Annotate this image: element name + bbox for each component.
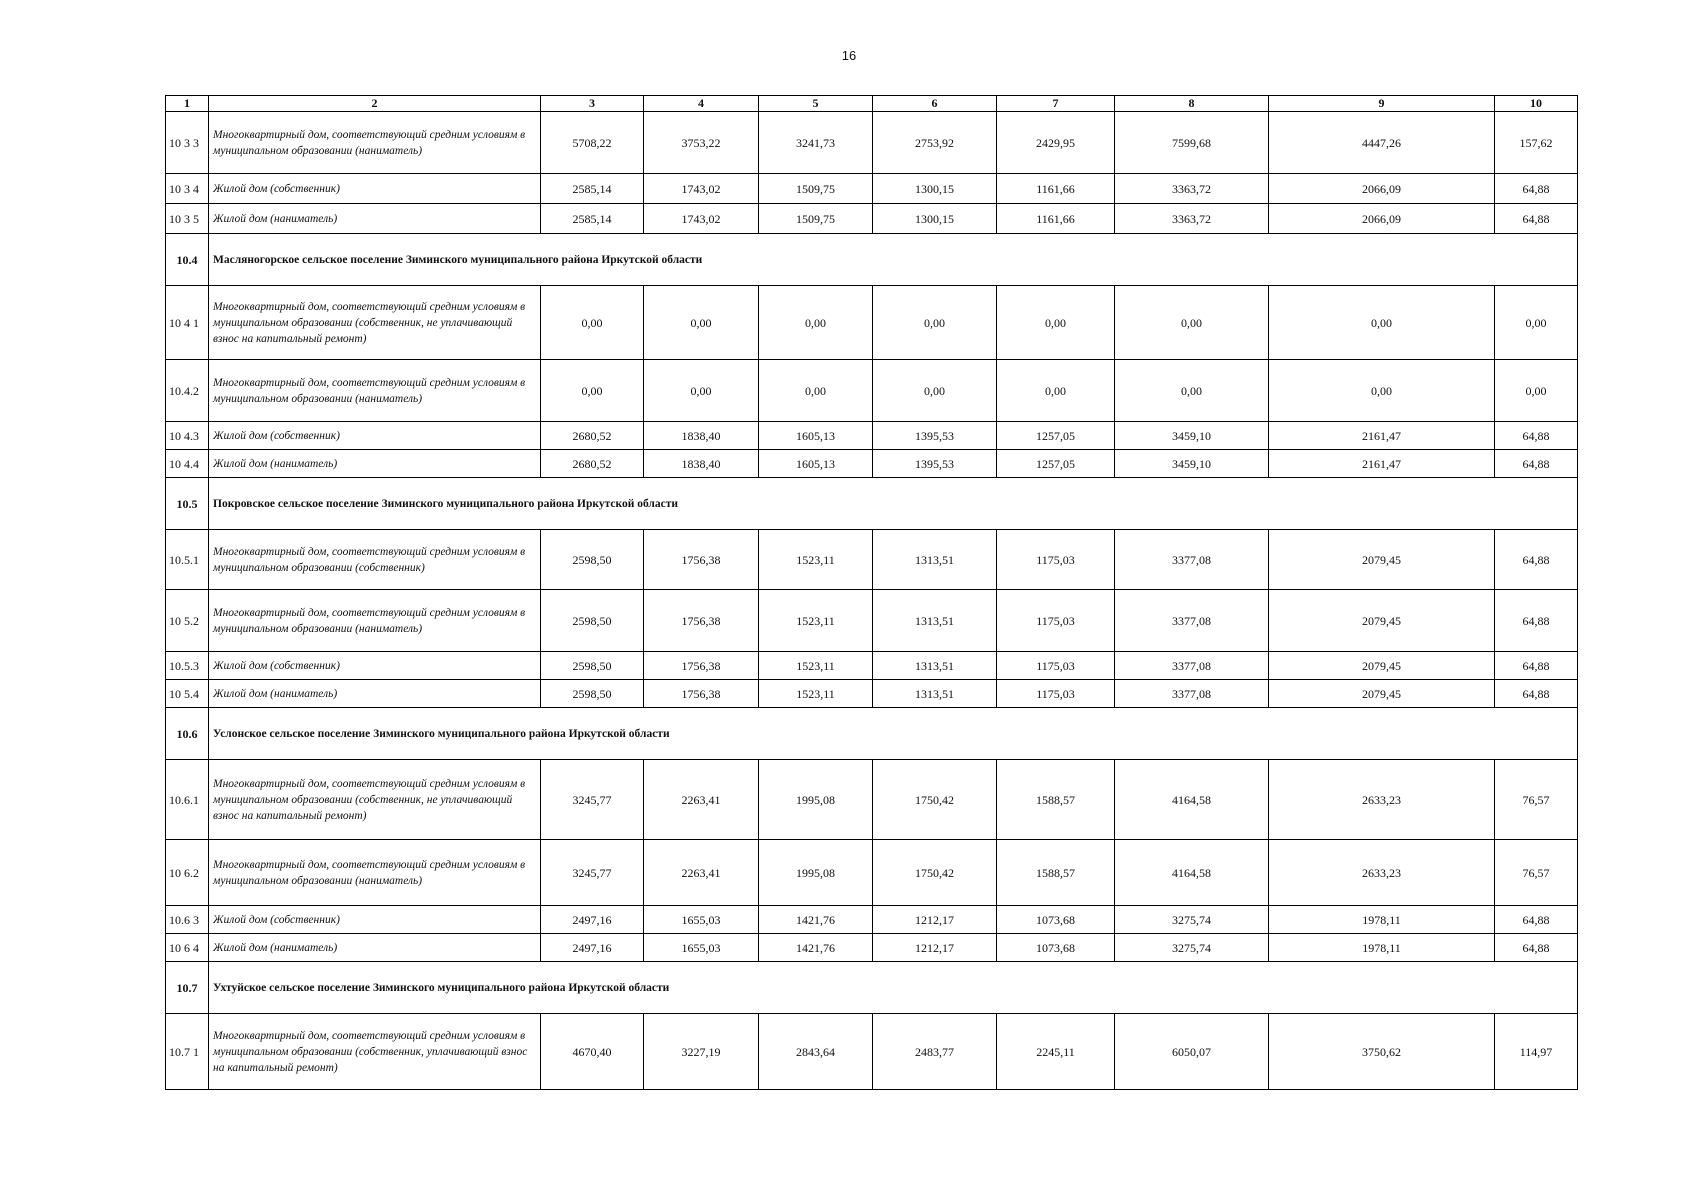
value-cell: 1313,51 (873, 590, 997, 652)
value-cell: 76,57 (1495, 840, 1578, 906)
value-cell: 0,00 (873, 286, 997, 360)
value-cell: 1395,53 (873, 422, 997, 450)
table-row (166, 1014, 1578, 1090)
value-cell: 3459,10 (1115, 450, 1269, 478)
value-cell: 3377,08 (1115, 590, 1269, 652)
value-cell: 1756,38 (644, 680, 759, 708)
value-cell: 3377,08 (1115, 652, 1269, 680)
value-cell: 3275,74 (1115, 934, 1269, 962)
value-cell: 1313,51 (873, 530, 997, 590)
value-cell: 2483,77 (873, 1014, 997, 1090)
value-cell: 1838,40 (644, 422, 759, 450)
table-row (166, 680, 1578, 708)
value-cell: 3245,77 (541, 840, 644, 906)
value-cell: 1073,68 (997, 934, 1115, 962)
value-cell: 2753,92 (873, 112, 997, 174)
value-cell: 64,88 (1495, 174, 1578, 204)
value-cell: 1175,03 (997, 652, 1115, 680)
value-cell: 0,00 (1495, 360, 1578, 422)
section-name: Ухтуйское сельское поселение Зиминского муниципального района Иркутской области (209, 962, 1578, 1014)
value-cell: 1300,15 (873, 174, 997, 204)
value-cell: 1523,11 (759, 530, 873, 590)
table-row (166, 934, 1578, 962)
row-number: 10.5.3 (166, 652, 209, 680)
value-cell: 2161,47 (1269, 450, 1495, 478)
value-cell: 1523,11 (759, 590, 873, 652)
value-cell: 2680,52 (541, 450, 644, 478)
value-cell: 0,00 (1269, 286, 1495, 360)
value-cell: 2161,47 (1269, 422, 1495, 450)
row-description: Многоквартирный дом, соответствующий средним условиям в муниципальном образовании (собственник, не уплачивающий взнос на капитальный ремонт) (209, 760, 541, 840)
value-cell: 1313,51 (873, 680, 997, 708)
column-header: 10 (1495, 96, 1578, 112)
section-row (166, 708, 1578, 760)
value-cell: 2497,16 (541, 934, 644, 962)
row-number: 10 4 1 (166, 286, 209, 360)
value-cell: 2429,95 (997, 112, 1115, 174)
value-cell: 1161,66 (997, 204, 1115, 234)
value-cell: 76,57 (1495, 760, 1578, 840)
value-cell: 4164,58 (1115, 760, 1269, 840)
table-body (166, 112, 1578, 1090)
row-number: 10 3 4 (166, 174, 209, 204)
table-row (166, 360, 1578, 422)
value-cell: 1161,66 (997, 174, 1115, 204)
value-cell: 5708,22 (541, 112, 644, 174)
value-cell: 114,97 (1495, 1014, 1578, 1090)
section-name: Покровское сельское поселение Зиминского муниципального района Иркутской области (209, 478, 1578, 530)
value-cell: 7599,68 (1115, 112, 1269, 174)
value-cell: 2585,14 (541, 204, 644, 234)
section-number: 10.7 (166, 962, 209, 1014)
value-cell: 2598,50 (541, 590, 644, 652)
value-cell: 1212,17 (873, 906, 997, 934)
value-cell: 0,00 (759, 360, 873, 422)
row-description: Многоквартирный дом, соответствующий средним условиям в муниципальном образовании (собственник, не уплачивающий взнос на капитальный ремонт) (209, 286, 541, 360)
value-cell: 2066,09 (1269, 204, 1495, 234)
table-row (166, 286, 1578, 360)
value-cell: 1750,42 (873, 840, 997, 906)
row-number: 10 3 3 (166, 112, 209, 174)
table-row (166, 174, 1578, 204)
row-description: Многоквартирный дом, соответствующий средним условиям в муниципальном образовании (наниматель) (209, 590, 541, 652)
value-cell: 1743,02 (644, 204, 759, 234)
value-cell: 1257,05 (997, 450, 1115, 478)
value-cell: 1750,42 (873, 760, 997, 840)
value-cell: 1605,13 (759, 450, 873, 478)
value-cell: 0,00 (997, 286, 1115, 360)
value-cell: 3750,62 (1269, 1014, 1495, 1090)
page-number: 16 (841, 48, 857, 63)
value-cell: 64,88 (1495, 590, 1578, 652)
value-cell: 1175,03 (997, 530, 1115, 590)
table-row (166, 760, 1578, 840)
value-cell: 2680,52 (541, 422, 644, 450)
column-header: 9 (1269, 96, 1495, 112)
value-cell: 0,00 (997, 360, 1115, 422)
table-row (166, 906, 1578, 934)
tariff-table (165, 95, 1578, 1090)
value-cell: 1995,08 (759, 840, 873, 906)
value-cell: 1995,08 (759, 760, 873, 840)
value-cell: 1395,53 (873, 450, 997, 478)
value-cell: 0,00 (1495, 286, 1578, 360)
row-description: Многоквартирный дом, соответствующий средним условиям в муниципальном образовании (наниматель) (209, 840, 541, 906)
value-cell: 1421,76 (759, 906, 873, 934)
value-cell: 1655,03 (644, 934, 759, 962)
row-description: Жилой дом (собственник) (209, 422, 541, 450)
value-cell: 0,00 (759, 286, 873, 360)
row-description: Многоквартирный дом, соответствующий средним условиям в муниципальном образовании (наниматель) (209, 112, 541, 174)
table-row (166, 590, 1578, 652)
value-cell: 2633,23 (1269, 840, 1495, 906)
value-cell: 2263,41 (644, 840, 759, 906)
row-number: 10 6 4 (166, 934, 209, 962)
value-cell: 1588,57 (997, 760, 1115, 840)
value-cell: 3459,10 (1115, 422, 1269, 450)
value-cell: 1838,40 (644, 450, 759, 478)
table-row (166, 840, 1578, 906)
section-number: 10.6 (166, 708, 209, 760)
value-cell: 2585,14 (541, 174, 644, 204)
value-cell: 0,00 (644, 360, 759, 422)
value-cell: 157,62 (1495, 112, 1578, 174)
value-cell: 3275,74 (1115, 906, 1269, 934)
value-cell: 3227,19 (644, 1014, 759, 1090)
value-cell: 3753,22 (644, 112, 759, 174)
value-cell: 1257,05 (997, 422, 1115, 450)
value-cell: 3363,72 (1115, 204, 1269, 234)
value-cell: 2079,45 (1269, 530, 1495, 590)
value-cell: 0,00 (644, 286, 759, 360)
value-cell: 1523,11 (759, 680, 873, 708)
value-cell: 2598,50 (541, 530, 644, 590)
value-cell: 0,00 (1269, 360, 1495, 422)
row-description: Жилой дом (собственник) (209, 652, 541, 680)
column-header: 4 (644, 96, 759, 112)
section-number: 10.5 (166, 478, 209, 530)
value-cell: 4447,26 (1269, 112, 1495, 174)
row-description: Многоквартирный дом, соответствующий средним условиям в муниципальном образовании (собственник, уплачивающий взнос на капитальный ремонт) (209, 1014, 541, 1090)
value-cell: 3377,08 (1115, 530, 1269, 590)
value-cell: 4164,58 (1115, 840, 1269, 906)
value-cell: 2843,64 (759, 1014, 873, 1090)
row-description: Многоквартирный дом, соответствующий средним условиям в муниципальном образовании (наниматель) (209, 360, 541, 422)
row-number: 10.6.1 (166, 760, 209, 840)
value-cell: 1300,15 (873, 204, 997, 234)
section-row (166, 234, 1578, 286)
value-cell: 2633,23 (1269, 760, 1495, 840)
value-cell: 64,88 (1495, 934, 1578, 962)
row-number: 10.5.1 (166, 530, 209, 590)
row-description: Жилой дом (наниматель) (209, 204, 541, 234)
value-cell: 3241,73 (759, 112, 873, 174)
header-row (166, 96, 1578, 112)
value-cell: 0,00 (541, 286, 644, 360)
column-header: 5 (759, 96, 873, 112)
value-cell: 2066,09 (1269, 174, 1495, 204)
value-cell: 3363,72 (1115, 174, 1269, 204)
value-cell: 1212,17 (873, 934, 997, 962)
value-cell: 2598,50 (541, 652, 644, 680)
row-number: 10 5.4 (166, 680, 209, 708)
value-cell: 0,00 (1115, 286, 1269, 360)
column-header: 3 (541, 96, 644, 112)
row-description: Многоквартирный дом, соответствующий средним условиям в муниципальном образовании (собственник) (209, 530, 541, 590)
section-row (166, 962, 1578, 1014)
row-number: 10.7 1 (166, 1014, 209, 1090)
value-cell: 2245,11 (997, 1014, 1115, 1090)
value-cell: 64,88 (1495, 906, 1578, 934)
table-row (166, 530, 1578, 590)
value-cell: 1313,51 (873, 652, 997, 680)
value-cell: 1588,57 (997, 840, 1115, 906)
row-description: Жилой дом (наниматель) (209, 680, 541, 708)
row-number: 10 3 5 (166, 204, 209, 234)
value-cell: 1756,38 (644, 590, 759, 652)
row-description: Жилой дом (собственник) (209, 174, 541, 204)
value-cell: 1756,38 (644, 530, 759, 590)
value-cell: 1743,02 (644, 174, 759, 204)
value-cell: 1523,11 (759, 652, 873, 680)
value-cell: 1655,03 (644, 906, 759, 934)
value-cell: 1509,75 (759, 174, 873, 204)
value-cell: 0,00 (873, 360, 997, 422)
value-cell: 1509,75 (759, 204, 873, 234)
value-cell: 1978,11 (1269, 906, 1495, 934)
value-cell: 3245,77 (541, 760, 644, 840)
table-row (166, 422, 1578, 450)
column-header: 6 (873, 96, 997, 112)
column-header: 2 (209, 96, 541, 112)
section-name: Услонское сельское поселение Зиминского муниципального района Иркутской области (209, 708, 1578, 760)
value-cell: 2598,50 (541, 680, 644, 708)
column-header: 1 (166, 96, 209, 112)
value-cell: 64,88 (1495, 530, 1578, 590)
value-cell: 2079,45 (1269, 652, 1495, 680)
row-number: 10.6 3 (166, 906, 209, 934)
value-cell: 2497,16 (541, 906, 644, 934)
value-cell: 0,00 (1115, 360, 1269, 422)
table-row (166, 450, 1578, 478)
value-cell: 2263,41 (644, 760, 759, 840)
section-name: Масляногорское сельское поселение Зиминского муниципального района Иркутской области (209, 234, 1578, 286)
value-cell: 1756,38 (644, 652, 759, 680)
row-number: 10 4.3 (166, 422, 209, 450)
value-cell: 3377,08 (1115, 680, 1269, 708)
value-cell: 2079,45 (1269, 680, 1495, 708)
value-cell: 4670,40 (541, 1014, 644, 1090)
row-number: 10 4.4 (166, 450, 209, 478)
value-cell: 1073,68 (997, 906, 1115, 934)
row-description: Жилой дом (наниматель) (209, 450, 541, 478)
value-cell: 1175,03 (997, 590, 1115, 652)
value-cell: 64,88 (1495, 652, 1578, 680)
row-description: Жилой дом (наниматель) (209, 934, 541, 962)
value-cell: 1978,11 (1269, 934, 1495, 962)
column-header: 7 (997, 96, 1115, 112)
table-row (166, 112, 1578, 174)
value-cell: 64,88 (1495, 680, 1578, 708)
value-cell: 64,88 (1495, 204, 1578, 234)
value-cell: 1421,76 (759, 934, 873, 962)
value-cell: 1605,13 (759, 422, 873, 450)
section-row (166, 478, 1578, 530)
value-cell: 2079,45 (1269, 590, 1495, 652)
section-number: 10.4 (166, 234, 209, 286)
value-cell: 64,88 (1495, 422, 1578, 450)
row-number: 10.4.2 (166, 360, 209, 422)
value-cell: 64,88 (1495, 450, 1578, 478)
row-number: 10 5.2 (166, 590, 209, 652)
table-row (166, 204, 1578, 234)
column-header: 8 (1115, 96, 1269, 112)
value-cell: 6050,07 (1115, 1014, 1269, 1090)
value-cell: 0,00 (541, 360, 644, 422)
value-cell: 1175,03 (997, 680, 1115, 708)
row-description: Жилой дом (собственник) (209, 906, 541, 934)
row-number: 10 6.2 (166, 840, 209, 906)
table-row (166, 652, 1578, 680)
